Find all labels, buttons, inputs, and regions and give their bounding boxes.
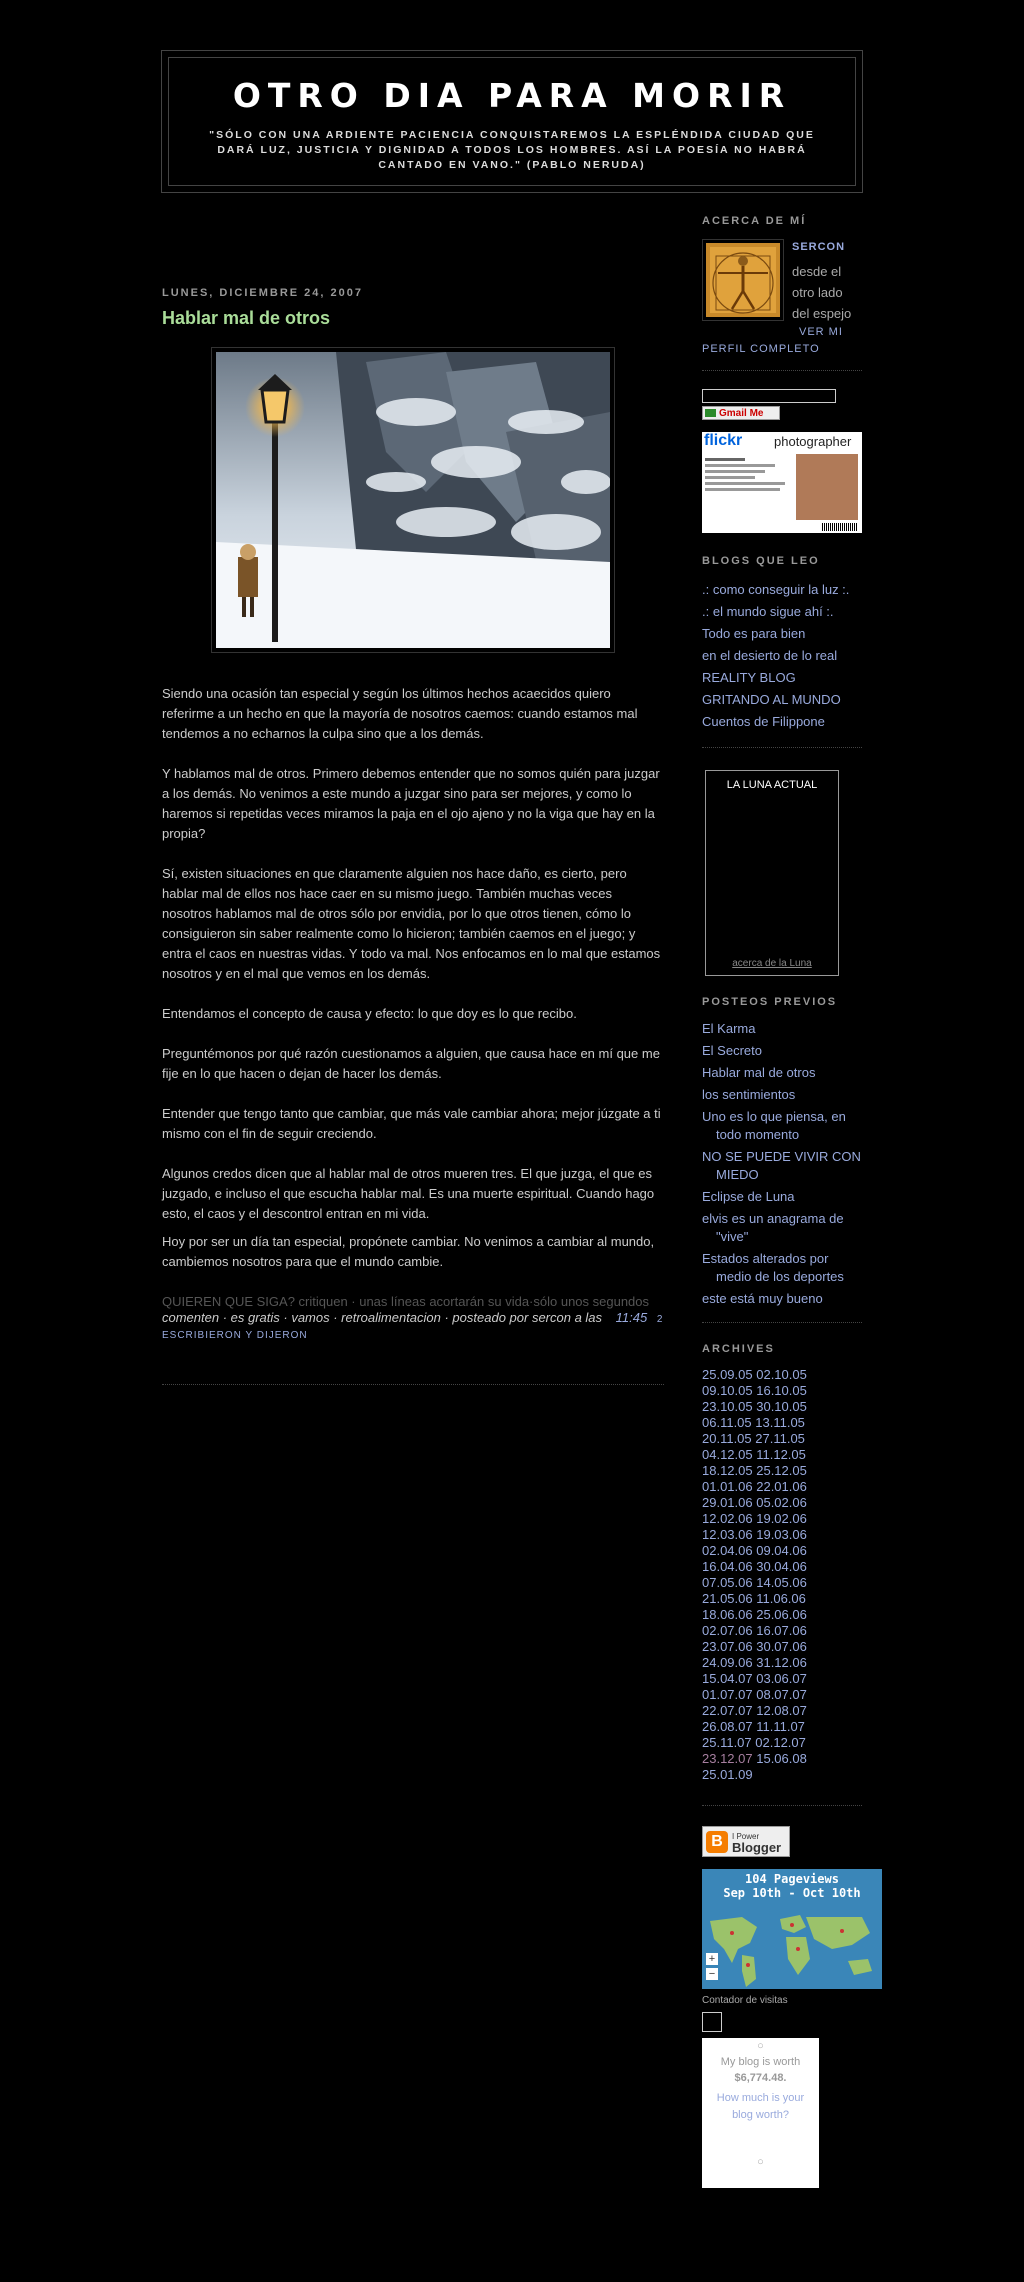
archive-link[interactable]: 21.05.06 [702,1591,753,1606]
profile-name-link[interactable]: SERCON [792,241,846,253]
zoom-in-button[interactable]: + [706,1953,718,1965]
flickr-badge-text-lines [705,456,793,494]
archive-link[interactable]: 13.11.05 [755,1415,805,1430]
archive-row [702,1447,862,1463]
archive-row [702,1687,862,1703]
archive-link[interactable]: 23.12.07 [702,1751,753,1766]
archive-link[interactable]: 27.11.05 [755,1431,805,1446]
worth-value: $6,774.48. [734,2072,787,2084]
archive-link[interactable]: 31.12.06 [756,1655,807,1670]
previous-post-link[interactable]: NO SE PUEDE VIVIR CON MIEDO [702,1149,861,1182]
profile-full-link[interactable]: VER MI PERFIL COMPLETO [702,326,843,355]
archive-row [702,1367,862,1383]
archive-row [702,1767,862,1783]
post-paragraph: Algunos credos dicen que al hablar mal de otros mueren tres. El que juzga, el que es juzgado, e incluso el que escucha hablar mal. Es una muerte espiritual. Cuando hago esto, el caos y el descontrol entran en mi vida. [162,1166,655,1221]
sidebar-divider [702,1805,862,1806]
archive-link[interactable]: 09.04.06 [756,1543,807,1558]
pageviews-map[interactable] [702,1869,882,1989]
blog-header [161,50,863,193]
post-body [162,684,664,1272]
worth-line: My blog is worth [720,2056,801,2068]
blog-link[interactable]: GRITANDO AL MUNDO [702,692,841,707]
archive-row [702,1559,862,1575]
previous-post-link[interactable]: El Karma [702,1021,756,1036]
archive-link[interactable]: 02.10.05 [756,1367,807,1382]
post-paragraph: Y hablamos mal de otros. Primero debemos entender que no somos quién para juzgar a los demás. No venimos a este mundo a juzgar sino para ser mejores, y como lo haremos si repetidas veces miramos la paja en el ojo ajeno y no la viga que hay en la propia? [162,766,660,841]
profile-description: desde el otro lado del espejo [792,264,852,321]
archive-link[interactable]: 12.03.06 [702,1527,753,1542]
archive-link[interactable]: 23.10.05 [702,1399,753,1414]
archive-link[interactable]: 30.10.05 [756,1399,807,1414]
counter-image [702,2012,722,2032]
post-paragraph: Preguntémonos por qué razón cuestionamos a alguien, que causa hace en mí que me fije en lo que hacen o dejan de hacer los demás. [162,1046,660,1081]
archive-link[interactable]: 12.02.06 [702,1511,753,1526]
email-input-box[interactable] [702,389,836,403]
archive-link[interactable]: 11.11.07 [756,1719,805,1734]
blog-description: "SÓLO CON UNA ARDIENTE PACIENCIA CONQUISTAREMOS LA ESPLÉNDIDA CIUDAD QUE DARÁ LUZ, JUSTICIA Y DIGNIDAD A TODOS LOS HOMBRES. ASÍ LA POESÍA NO HABRÁ CANTADO EN VANO." (PABLO NERUDA) [209,129,815,171]
archive-link[interactable]: 02.12.07 [755,1735,806,1750]
archive-link[interactable]: 19.03.06 [756,1527,807,1542]
archive-row [702,1623,862,1639]
archive-link[interactable]: 06.11.05 [702,1415,752,1430]
archive-row [702,1607,862,1623]
archive-link[interactable]: 23.07.06 [702,1639,753,1654]
blogger-badge-top: I Power [732,1831,760,1841]
previous-posts-heading: POSTEOS PREVIOS [702,996,838,1008]
archive-link[interactable]: 11.12.05 [756,1447,806,1462]
sidebar [702,215,862,2188]
archive-row [702,1655,862,1671]
archive-link[interactable]: 30.04.06 [756,1559,807,1574]
blog-link[interactable]: Cuentos de Filippone [702,714,825,729]
post-footer-text: comenten · es gratis · vamos · retroalimentacion · posteado por sercon a las [162,1310,603,1325]
archive-link[interactable]: 15.04.07 [702,1671,753,1686]
gmail-button[interactable] [702,406,780,420]
archive-row [702,1479,862,1495]
about-heading: ACERCA DE MÍ [702,215,807,227]
blog-title[interactable]: OTRO DIA PARA MORIR [232,76,792,115]
archive-row [702,1495,862,1511]
sidebar-divider [702,747,862,748]
sidebar-divider [702,370,862,371]
blog-worth-widget [702,2038,819,2188]
post-labels-line: QUIEREN QUE SIGA? critiquen · unas líneas acortarán su vida·sólo unos segundos [162,1294,650,1309]
archive-row [702,1543,862,1559]
archive-row [702,1719,862,1735]
archive-link[interactable]: 09.10.05 [702,1383,753,1398]
post-timestamp-link[interactable]: 11:45 [615,1310,648,1325]
profile-avatar[interactable] [702,239,784,321]
archive-link[interactable]: 01.07.07 [702,1687,753,1702]
blog-link[interactable]: .: el mundo sigue ahí :. [702,604,834,619]
previous-post-link[interactable]: Hablar mal de otros [702,1065,816,1080]
main-content [162,287,664,1385]
post-paragraph: Hoy por ser un día tan especial, propónete cambiar. No venimos a cambiar al mundo, cambiemos nosotros para que el mundo cambie. [162,1234,655,1269]
archive-link[interactable]: 30.07.06 [756,1639,807,1654]
archive-link[interactable]: 22.01.06 [756,1479,807,1494]
archive-link[interactable]: 26.08.07 [702,1719,753,1734]
archive-link[interactable]: 07.05.06 [702,1575,753,1590]
moon-widget [705,770,839,976]
email-widget [702,389,862,420]
comment-count-link[interactable]: 2 [656,1314,663,1325]
counter-label: Contador de visitas [702,1995,788,2006]
comments-link[interactable]: ESCRIBIERON Y DIJERON [162,1330,308,1341]
post-date: LUNES, DICIEMBRE 24, 2007 [162,287,363,299]
mail-icon [705,409,716,417]
archive-row [702,1431,862,1447]
blog-link[interactable]: Todo es para bien [702,626,806,641]
archive-link[interactable]: 29.01.06 [702,1495,753,1510]
map-range: Sep 10th - Oct 10th [723,1886,861,1900]
profile-block [702,239,862,324]
archive-row [702,1527,862,1543]
moon-title: LA LUNA ACTUAL [726,779,818,791]
zoom-out-button[interactable]: − [706,1968,718,1980]
archive-link[interactable]: 01.01.06 [702,1479,753,1494]
blogger-badge-brand: Blogger [732,1839,782,1855]
archive-row [702,1591,862,1607]
previous-post-link[interactable]: los sentimientos [702,1087,796,1102]
post-title[interactable]: Hablar mal de otros [162,308,331,328]
archive-link[interactable]: 03.06.07 [756,1671,807,1686]
archive-link[interactable]: 16.04.06 [702,1559,753,1574]
previous-post-link[interactable]: elvis es un anagrama de "vive" [702,1211,844,1244]
previous-posts-list [702,1020,862,1308]
archive-link[interactable]: 15.06.08 [756,1751,807,1766]
archive-row [702,1383,862,1399]
archive-link[interactable]: 04.12.05 [702,1447,753,1462]
archive-row [702,1415,862,1431]
archive-row [702,1703,862,1719]
previous-post-link[interactable]: Estados alterados por medio de los deportes [702,1251,844,1284]
post-image[interactable] [211,347,615,653]
archive-row [702,1575,862,1591]
archive-row [702,1639,862,1655]
world-map-icon [702,1909,882,1989]
archive-link[interactable]: 12.08.07 [756,1703,807,1718]
post-paragraph: Sí, existen situaciones en que claramente alguien nos hace daño, es cierto, pero hablar mal de ellos nos hace caer en su mismo juego. También muchas veces nosotros hablamos mal de otros sólo por envidia, por lo que otros tienen, cómo lo consiguieron sin saber realmente como lo hicieron; también caemos en el juego; y entra el caos en nuestras vidas. Y todo va mal. Nos enfocamos en lo mal que estamos nosotros y en el mal que vemos en los demás. [162,866,661,981]
moon-info-link[interactable]: acerca de la Luna [732,958,812,969]
blogs-list [702,579,862,733]
worth-link[interactable]: How much is your blog worth? [716,2092,805,2121]
archive-link[interactable]: 25.12.05 [756,1463,807,1478]
archive-link[interactable]: 02.04.06 [702,1543,753,1558]
archive-link[interactable]: 22.07.07 [702,1703,753,1718]
archive-link[interactable]: 05.02.06 [756,1495,807,1510]
archive-link[interactable]: 18.06.06 [702,1607,753,1622]
archive-row [702,1463,862,1479]
worth-circle-bottom: ○ [757,2156,764,2168]
blogger-badge-text [732,1831,781,1853]
archive-link[interactable]: 02.07.06 [702,1623,753,1638]
archive-link[interactable]: 18.12.05 [702,1463,753,1478]
post-paragraph: Entendamos el concepto de causa y efecto: lo que doy es lo que recibo. [162,1006,577,1021]
archive-link[interactable]: 16.10.05 [756,1383,807,1398]
blog-link[interactable]: REALITY BLOG [702,670,796,685]
vitruvian-man-icon [706,243,780,317]
archive-link[interactable]: 08.07.07 [756,1687,807,1702]
archive-link[interactable]: 16.07.06 [756,1623,807,1638]
flickr-badge-photo [796,454,858,520]
map-title: 104 Pageviews [745,1872,839,1886]
archive-link[interactable]: 11.06.06 [756,1591,806,1606]
blogger-logo-icon: B [706,1831,728,1853]
archive-row [702,1671,862,1687]
archive-link[interactable]: 24.09.06 [702,1655,753,1670]
archive-link[interactable]: 25.01.09 [702,1767,753,1782]
archives-list [702,1367,862,1783]
archive-link[interactable]: 19.02.06 [756,1511,807,1526]
blog-header-inner [168,57,856,186]
previous-post-link[interactable]: Eclipse de Luna [702,1189,795,1204]
previous-post-link[interactable]: El Secreto [702,1043,762,1058]
worth-circle-top: ○ [757,2040,764,2052]
archive-link[interactable]: 25.11.07 [702,1735,752,1750]
previous-post-link[interactable]: este está muy bueno [702,1291,823,1306]
archive-row [702,1399,862,1415]
archives-heading: ARCHIVES [702,1343,775,1355]
archive-link[interactable]: 14.05.06 [756,1575,807,1590]
archive-row [702,1735,862,1751]
post-divider [162,1384,664,1385]
sidebar-divider [702,1322,862,1323]
photographer-logo: photographer [774,434,852,449]
blog-link[interactable]: .: como conseguir la luz :. [702,582,850,597]
post-paragraph: Siendo una ocasión tan especial y según los últimos hechos acaecidos quiero referirme a un hecho en que la mayoría de nosotros caemos: cuando estamos mal tendemos a no echarnos la culpa sino que a los demás. [162,686,638,741]
blogger-badge[interactable] [702,1826,790,1857]
archive-link[interactable]: 25.09.05 [702,1367,753,1382]
blog-link[interactable]: en el desierto de lo real [702,648,838,663]
archive-link[interactable]: 25.06.06 [756,1607,807,1622]
archive-link[interactable]: 20.11.05 [702,1431,752,1446]
blogs-heading: BLOGS QUE LEO [702,555,820,567]
archive-row [702,1511,862,1527]
flickr-badge[interactable] [702,432,862,533]
snow-lamppost-image [216,352,610,648]
gmail-label: Gmail Me [719,407,764,419]
previous-post-link[interactable]: Uno es lo que piensa, en todo momento [702,1109,846,1142]
flickr-barcode [822,523,858,531]
post-paragraph: Entender que tengo tanto que cambiar, que más vale cambiar ahora; mejor júzgate a ti mismo con el fin de seguir creciendo. [162,1106,661,1141]
archive-row [702,1751,862,1767]
post-footer [162,1310,664,1328]
flickr-logo: flickr [704,432,743,449]
